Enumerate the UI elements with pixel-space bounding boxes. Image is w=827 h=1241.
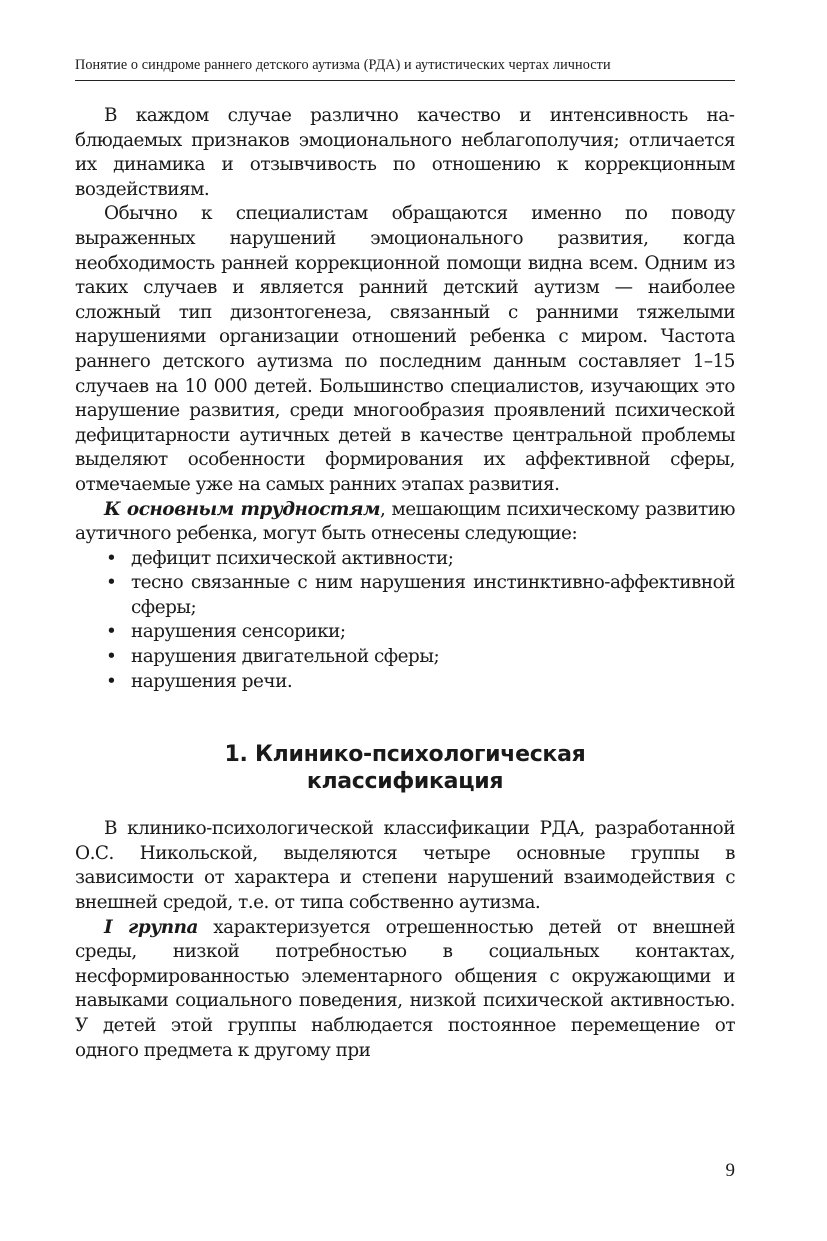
list-item — [75, 645, 735, 670]
list-item — [75, 620, 735, 645]
group1-text: характеризуется отрешенностью детей от внешней среды, низкой потребностью в социальных контактах, несформированностью элементарного общения с окружающими и навыками социального поведения, низкой психической активностью. У детей этой группы наблюдается постоянное перемещение от одного предмета к другому при — [75, 916, 735, 1061]
list-item — [75, 571, 735, 620]
list-item-text: нарушения речи. — [131, 670, 293, 692]
paragraph-difficulties — [75, 498, 735, 547]
bullet-icon: • — [106, 670, 117, 692]
running-head: Понятие о синдроме раннего детского аутизма (РДА) и аутистических чертах личности — [75, 55, 735, 81]
section-heading — [75, 741, 735, 795]
paragraph-specialists: Обычно к специалистам обращаются именно по поводу выраженных нарушений эмоционального развития, когда необходимость ранней коррекционной помощи видна всем. Одним из таких случаев и является ранний детский аутизм — наиболее сложный тип дизонтогенеза, связанный с ранними тяжелыми нарушениями организации отношений ребенка с миром. Частота раннего детского аутизма по последним данным составляет 1–15 случаев на 10 000 детей. Большинство специалистов, изучающих это нарушение развития, среди многообразия проявлений психической дефицитарности аутичных детей в качестве центральной проблемы выделяют особенности формирования их аффективной сферы, отмечаемые уже на самых ранних этапах развития. — [75, 203, 735, 495]
page-number: 9 — [725, 1160, 735, 1181]
bullet-icon: • — [106, 547, 117, 569]
difficulties-lead: К основным трудностям — [104, 498, 380, 520]
difficulties-list — [75, 547, 735, 695]
paragraph-quality: В каждом случае различно качество и интенсивность наблюдаемых признаков эмоционального неблагополучия; отличается их динамика и отзывчивость по отношению к коррекционным воздействиям. — [75, 105, 735, 200]
body-text — [75, 104, 735, 1063]
bullet-icon: • — [106, 572, 117, 594]
paragraph-classification: В клинико-психологической классификации РДА, разработанной О.С. Никольской, выделяются четыре основные группы в зависимости от характера и степени нарушений взаимодействия с внешней средой, т.е. от типа собственно аутизма. — [75, 818, 735, 914]
list-item-text: тесно связанные с ним нарушения инстинктивно-аффективной сферы; — [131, 572, 735, 618]
list-item-text: нарушения двигательной сферы; — [131, 646, 440, 668]
bullet-icon: • — [106, 646, 117, 668]
section-heading-line1: 1. Клинико-психологическая — [224, 742, 586, 768]
bullet-icon: • — [106, 621, 117, 643]
paragraph-group1 — [75, 916, 735, 1064]
list-item-text: нарушения сенсорики; — [131, 621, 346, 643]
list-item-text: дефицит психической активности; — [131, 547, 454, 569]
group1-lead: I группа — [104, 916, 198, 938]
section-heading-line2: классификация — [306, 769, 504, 795]
page — [75, 55, 735, 1063]
list-item — [75, 547, 735, 572]
difficulties-text: , мешающим психическому развитию аутичного ребенка, могут быть отнесены следующие: — [75, 498, 735, 545]
list-item — [75, 670, 735, 695]
